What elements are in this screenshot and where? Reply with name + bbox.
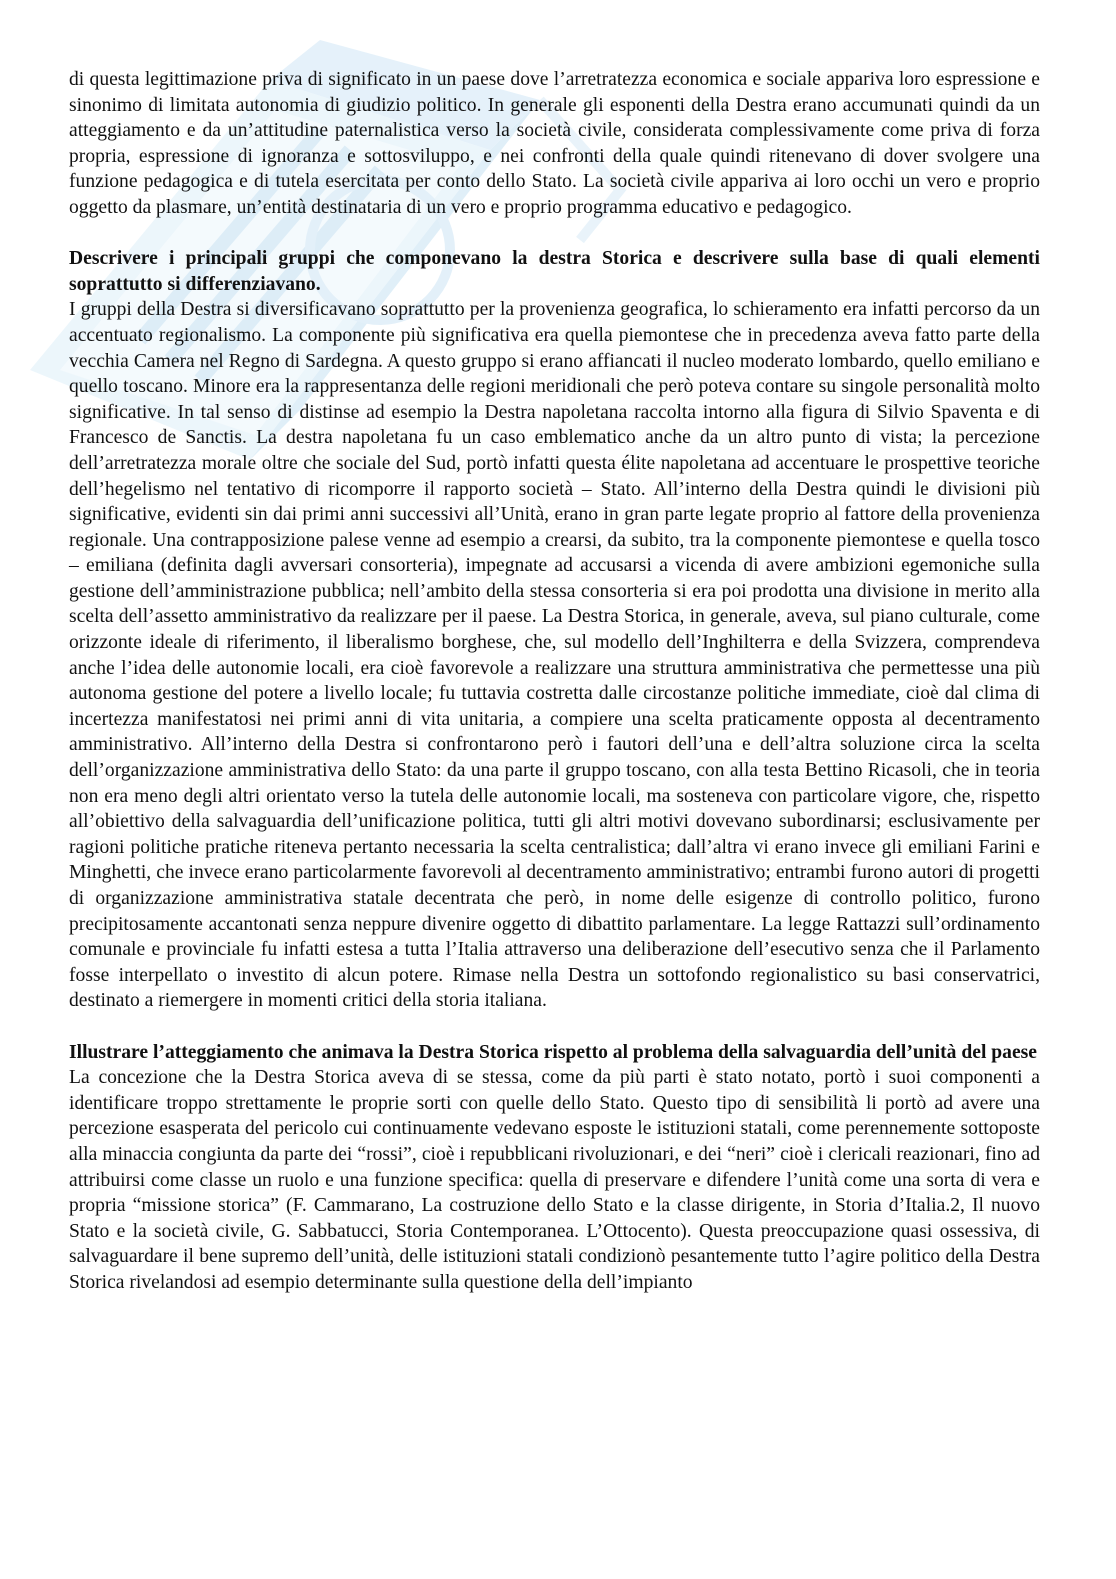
section-body-unita: La concezione che la Destra Storica aveva di se stessa, come da più parti è stato notato, portò i suoi componenti a identificare troppo strettamente le proprie sorti con quelle dello Stato. Questo tipo di sensibilità li portò ad avere una percezione esasperata del pericolo cui continuamente vedevano esposte le istituzioni statali, come perennemente sottoposte alla minaccia congiunta da parte dei “rossi”, cioè i repubblicani rivoluzionari, e dei “neri” cioè i clericali reazionari, fino ad attribuirsi come classe un ruolo e una funzione specifica: quella di preservare e difendere l’unità come una sorta di vera e propria “missione storica” (F. Cammarano, La costruzione dello Stato e la classe dirigente, in Storia d’Italia.2, Il nuovo Stato e la società civile, G. Sabbatucci, Storia Contemporanea. L’Ottocento). Questa preoccupazione quasi ossessiva, di salvaguardare il bene supremo dell’unità, delle istituzioni statali condizionò pesantemente tutto l’agire politico della Destra Storica rivelandosi ad esempio determinante sulla questione della dell’impianto [69, 1067, 1040, 1293]
section-heading-gruppi: Descrivere i principali gruppi che componevano la destra Storica e descrivere sulla base di quali elementi soprattutto si differenziavano. [69, 248, 1040, 295]
intro-paragraph: di questa legittimazione priva di significato in un paese dove l’arretratezza economica e sociale appariva loro espressione e sinonimo di limitata autonomia di giudizio politico. In generale gli esponenti della Destra erano accumunati quindi da un atteggiamento e da un’attitudine paternalistica verso la società civile, considerata complessivamente come priva di forza propria, espressione di ignoranza e sottosviluppo, e nei confronti della quale quindi ritenevano di dover svolgere una funzione pedagogica e di tutela esercitata per conto dello Stato. La società civile appariva ai loro occhi un vero e proprio oggetto da plasmare, un’entità destinataria di un vero e proprio programma educativo e pedagogico. [69, 69, 1040, 218]
paragraph-gap [69, 1014, 1040, 1040]
section-body-gruppi: I gruppi della Destra si diversificavano soprattutto per la provenienza geografica, lo schieramento era infatti percorso da un accentuato regionalismo. La componente più significativa era quella piemontese che in precedenza aveva fatto parte della vecchia Camera nel Regno di Sardegna. A questo gruppo si erano affiancati il nucleo moderato lombardo, quello emiliano e quello toscano. Minore era la rappresentanza delle regioni meridionali che però poteva contare su singole personalità molto significative. In tal senso di distinse ad esempio la Destra napoletana raccolta intorno alla figura di Silvio Spaventa e di Francesco de Sanctis. La destra napoletana fu un caso emblematico anche da un altro punto di vista; la percezione dell’arretratezza morale oltre che sociale del Sud, portò infatti questa élite napoletana ad accentuare le prospettive teoriche dell’hegelismo nel tentativo di ricomporre il rapporto società – Stato. All’interno della Destra quindi le divisioni più significative, evidenti sin dai primi anni successivi all’Unità, erano in gran parte legate proprio al fattore della provenienza regionale. Una contrapposizione palese venne ad esempio a crearsi, da subito, tra la componente piemontese e quella tosco – emiliana (definita dagli avversari consorteria), impegnate ad accusarsi a vicenda di avere ambizioni egemoniche sulla gestione dell’amministrazione pubblica; nell’ambito della stessa consorteria si era poi prodotta una divisione in merito alla scelta dell’assetto amministrativo da realizzare per il paese. La Destra Storica, in generale, aveva, sul piano culturale, come orizzonte ideale di riferimento, il liberalismo borghese, che, sul modello dell’Inghilterra e della Svizzera, comprendeva anche l’idea delle autonomie locali, era cioè favorevole a realizzare una struttura amministrativa che permettesse una più autonoma gestione del potere a livello locale; fu tuttavia costretta dalle circostanze politiche immediate, cioè dal clima di incertezza manifestatosi nei primi anni di vita unitaria, a compiere una scelta praticamente opposta al decentramento amministrativo. All’interno della Destra si confrontarono però i fautori dell’una e dell’altra soluzione circa la scelta dell’organizzazione amministrativa dello Stato: da una parte il gruppo toscano, con alla testa Bettino Ricasoli, che in teoria non era meno degli altri orientato verso la tutela delle autonomie locali, ma sosteneva con particolare vigore, che, rispetto all’obiettivo della salvaguardia dell’unificazione politica, tutti gli altri motivi dovevano subordinarsi; esclusivamente per ragioni politiche pratiche riteneva pertanto necessaria la scelta centralistica; dall’altra vi erano invece gli emiliani Farini e Minghetti, che invece erano particolarmente favorevoli al decentramento amministrativo; entrambi furono autori di progetti di organizzazione amministrativa statale decentrata che però, in nome delle esigenze di controllo politico, furono precipitosamente accantonati senza neppure divenire oggetto di dibattito parlamentare. La legge Rattazzi sull’ordinamento comunale e provinciale fu infatti estesa a tutta l’Italia attraverso una deliberazione dell’esecutivo senza che il Parlamento fosse interpellato o investito di alcun potere. Rimase nella Destra un sottofondo regionalistico su basi conservatrici, destinato a riemergere in momenti critici della storia italiana. [69, 299, 1040, 1012]
section-heading-unita: Illustrare l’atteggiamento che animava la Destra Storica rispetto al problema della salvaguardia dell’unità del paese [69, 1041, 1037, 1063]
paragraph-gap [69, 221, 1040, 247]
